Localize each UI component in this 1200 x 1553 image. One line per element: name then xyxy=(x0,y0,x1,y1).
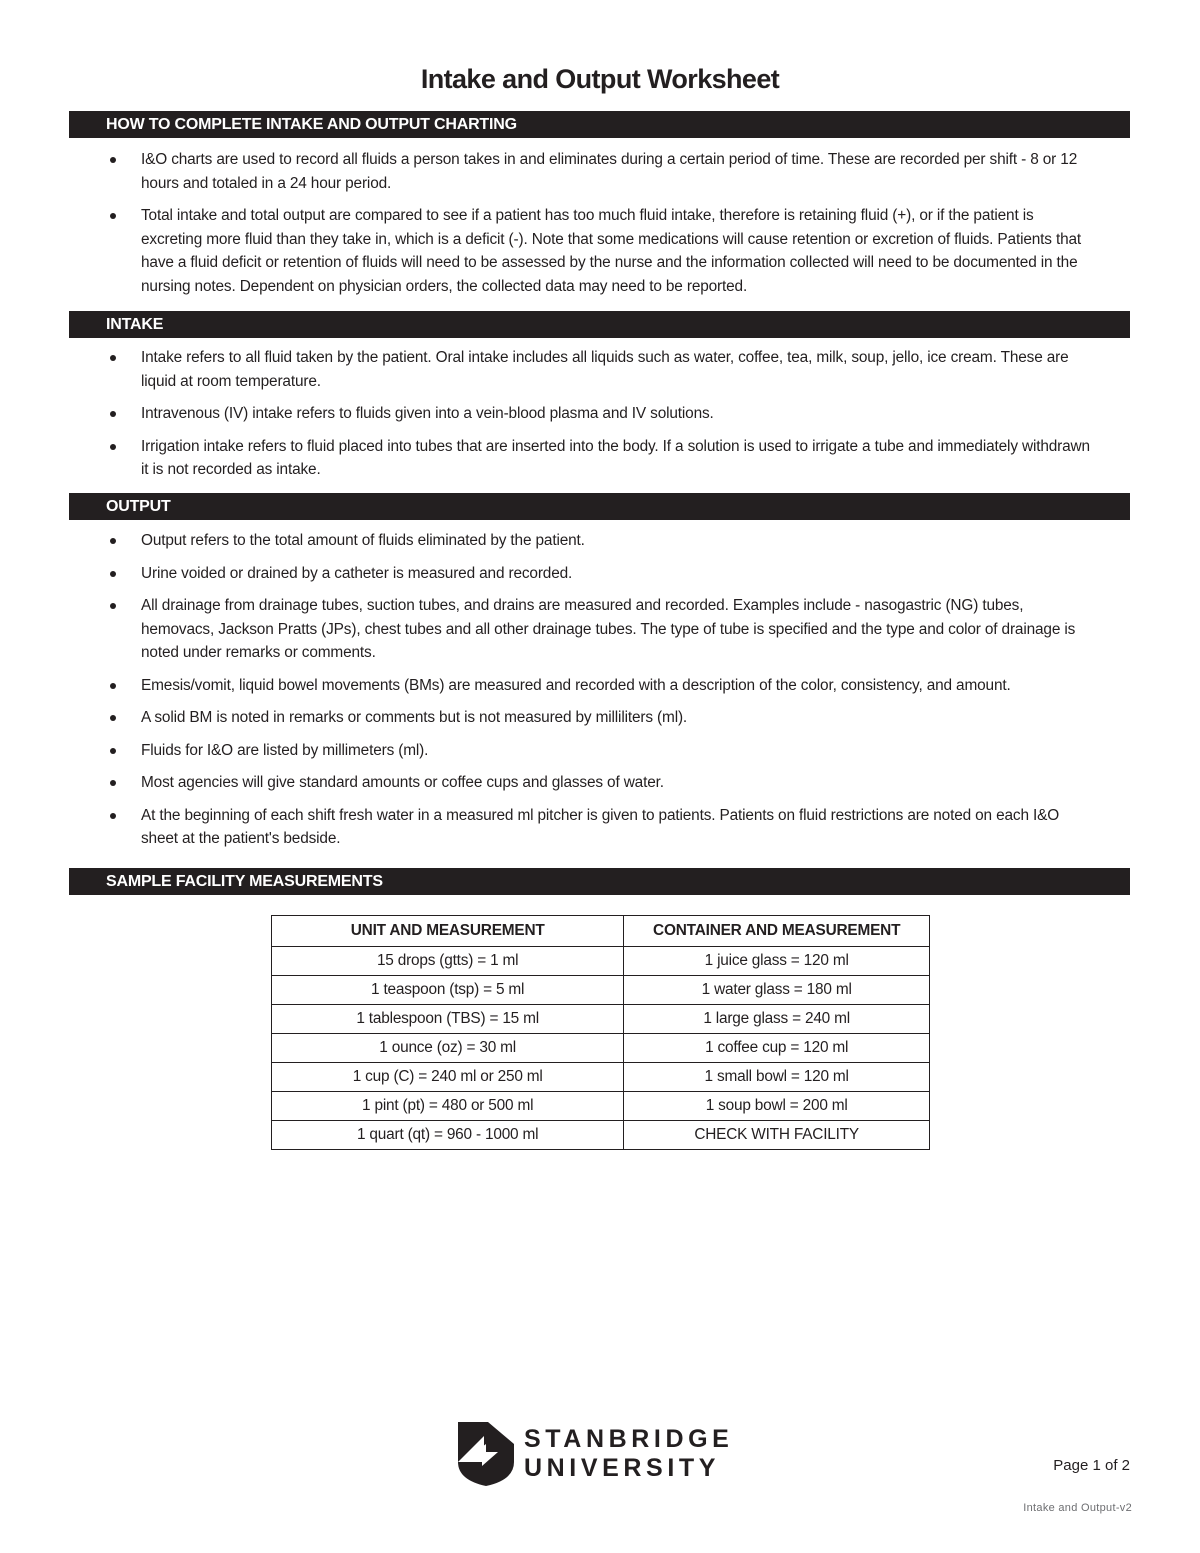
how-to-list xyxy=(106,148,1096,307)
table-cell: 1 ounce (oz) = 30 ml xyxy=(272,1034,624,1063)
table-cell: 1 teaspoon (tsp) = 5 ml xyxy=(272,976,624,1005)
list-item: Intake refers to all fluid taken by the patient. Oral intake includes all liquids such as water, coffee, tea, milk, soup, jello, ice cream. These are liquid at room temperature. xyxy=(106,346,1096,393)
section-header-intake: INTAKE xyxy=(69,311,1130,338)
list-item: Urine voided or drained by a catheter is measured and recorded. xyxy=(106,562,1096,586)
table-cell: 1 quart (qt) = 960 - 1000 ml xyxy=(272,1121,624,1150)
list-item: Fluids for I&O are listed by millimeters (ml). xyxy=(106,739,1096,763)
bullet-icon xyxy=(110,813,116,819)
list-item: All drainage from drainage tubes, suction tubes, and drains are measured and recorded. Examples include - nasogastric (NG) tubes, hemovacs, Jackson Pratts (JPs), chest tubes and all other drainage tubes. The type of tube is specified and the type and color of drainage is noted under remarks or comments. xyxy=(106,594,1096,665)
table-cell: 1 water glass = 180 ml xyxy=(624,976,930,1005)
bullet-icon xyxy=(110,715,116,721)
table-row xyxy=(272,1121,930,1150)
logo-wordmark: STANBRIDGE UNIVERSITY xyxy=(524,1425,734,1482)
measurements-table xyxy=(271,915,930,1150)
table-row xyxy=(272,947,930,976)
output-list xyxy=(106,529,1096,860)
bullet-icon xyxy=(110,683,116,689)
table-cell: 1 cup (C) = 240 ml or 250 ml xyxy=(272,1063,624,1092)
list-item: A solid BM is noted in remarks or comments but is not measured by milliliters (ml). xyxy=(106,706,1096,730)
section-header-sample-measurements: SAMPLE FACILITY MEASUREMENTS xyxy=(69,868,1130,895)
table-cell: 1 soup bowl = 200 ml xyxy=(624,1092,930,1121)
bullet-icon xyxy=(110,603,116,609)
bullet-icon xyxy=(110,213,116,219)
section-header-output: OUTPUT xyxy=(69,493,1130,520)
table-cell: CHECK WITH FACILITY xyxy=(624,1121,930,1150)
list-item: Output refers to the total amount of fluids eliminated by the patient. xyxy=(106,529,1096,553)
list-item: Emesis/vomit, liquid bowel movements (BMs) are measured and recorded with a description of the color, consistency, and amount. xyxy=(106,674,1096,698)
bullet-icon xyxy=(110,748,116,754)
column-header-unit: UNIT AND MEASUREMENT xyxy=(272,916,624,947)
list-item: Irrigation intake refers to fluid placed into tubes that are inserted into the body. If a solution is used to irrigate a tube and immediately withdrawn it is not recorded as intake. xyxy=(106,435,1096,482)
bullet-icon xyxy=(110,411,116,417)
bullet-icon xyxy=(110,571,116,577)
bullet-icon xyxy=(110,444,116,450)
table-row xyxy=(272,1063,930,1092)
list-item: At the beginning of each shift fresh water in a measured ml pitcher is given to patients. Patients on fluid restrictions are noted on each I&O sheet at the patient's bedside. xyxy=(106,804,1096,851)
list-item: Intravenous (IV) intake refers to fluids given into a vein-blood plasma and IV solutions. xyxy=(106,402,1096,426)
bullet-icon xyxy=(110,780,116,786)
table-cell: 1 pint (pt) = 480 or 500 ml xyxy=(272,1092,624,1121)
list-item: Total intake and total output are compared to see if a patient has too much fluid intake, therefore is retaining fluid (+), or if the patient is excreting more fluid than they take in, which is a deficit (-). Note that some medications will cause retention or excretion of fluids. Patients that have a fluid deficit or retention of fluids will need to be assessed by the nurse and the information collected will need to be documented in the nursing notes. Dependent on physician orders, the collected data may need to be reported. xyxy=(106,204,1096,298)
intake-list xyxy=(106,346,1096,491)
bullet-icon xyxy=(110,538,116,544)
document-code: Intake and Output-v2 xyxy=(1023,1502,1132,1514)
section-header-how-to: HOW TO COMPLETE INTAKE AND OUTPUT CHARTING xyxy=(69,111,1130,138)
table-cell: 1 tablespoon (TBS) = 15 ml xyxy=(272,1005,624,1034)
shield-emblem-icon xyxy=(458,1422,514,1486)
table-cell: 1 small bowl = 120 ml xyxy=(624,1063,930,1092)
list-item: I&O charts are used to record all fluids a person takes in and eliminates during a certain period of time. These are recorded per shift - 8 or 12 hours and totaled in a 24 hour period. xyxy=(106,148,1096,195)
page-title: Intake and Output Worksheet xyxy=(420,64,780,94)
table-row xyxy=(272,1092,930,1121)
table-cell: 15 drops (gtts) = 1 ml xyxy=(272,947,624,976)
table-cell: 1 large glass = 240 ml xyxy=(624,1005,930,1034)
table-cell: 1 coffee cup = 120 ml xyxy=(624,1034,930,1063)
table-row xyxy=(272,1034,930,1063)
table-header-row xyxy=(272,916,930,947)
university-logo xyxy=(458,1422,748,1486)
column-header-container: CONTAINER AND MEASUREMENT xyxy=(624,916,930,947)
page-number: Page 1 of 2 xyxy=(1053,1457,1130,1474)
list-item: Most agencies will give standard amounts or coffee cups and glasses of water. xyxy=(106,771,1096,795)
bullet-icon xyxy=(110,157,116,163)
bullet-icon xyxy=(110,355,116,361)
table-row xyxy=(272,1005,930,1034)
table-cell: 1 juice glass = 120 ml xyxy=(624,947,930,976)
table-row xyxy=(272,976,930,1005)
